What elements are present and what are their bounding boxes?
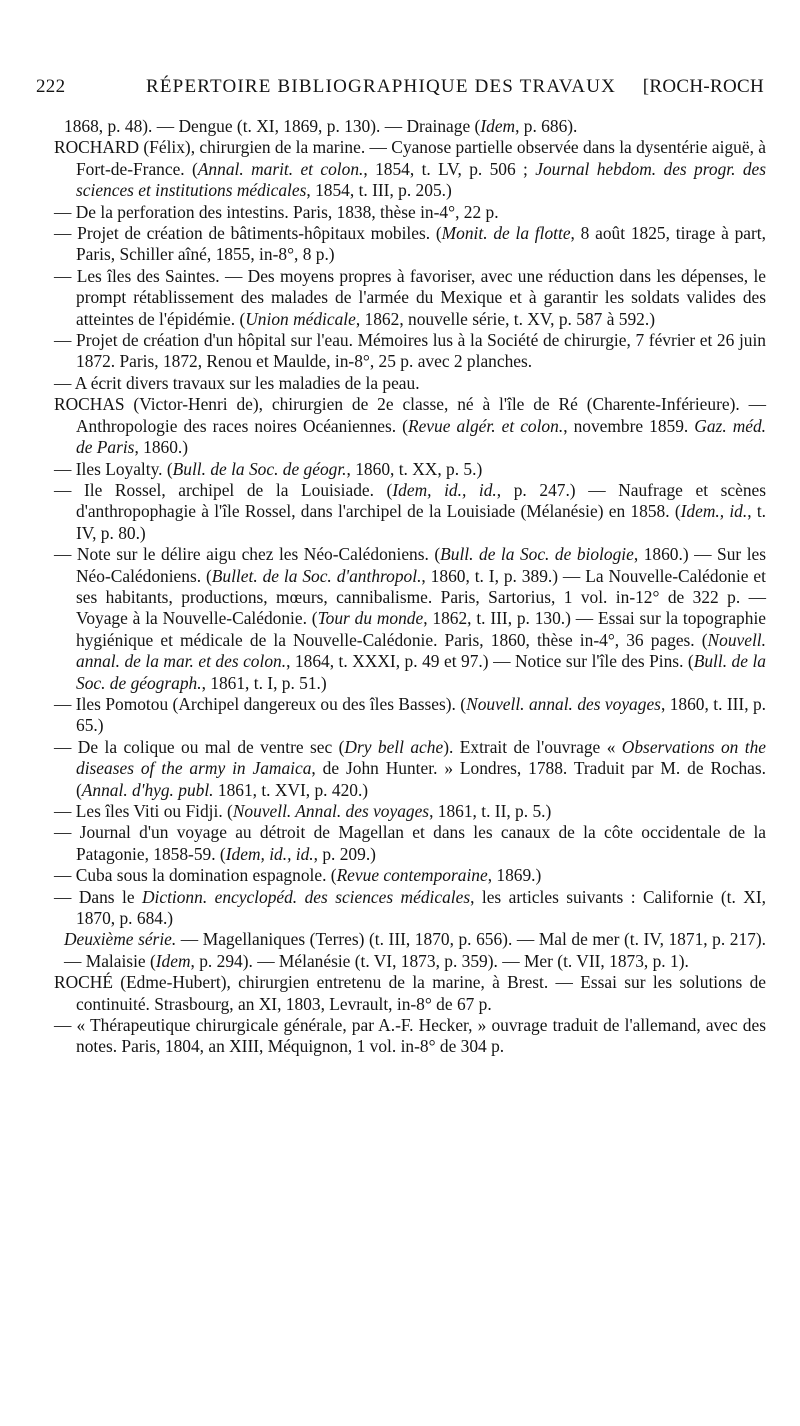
bibliography-entry [54,394,766,458]
entry-text: , 8 août 1825, tirage à part, Paris, Schiller aîné, 1855, in-8°, 8 p.) [76,223,766,265]
bibliography-entry [54,373,766,394]
entry-text: — De la perforation des intestins. Paris, 1838, thèse in-4°, 22 p. [54,201,499,222]
italic-citation: Deuxième série. [64,929,177,950]
entry-text: — Projet de création d'un hôpital sur l'eau. Mémoires lus à la Société de chirurgie, 7 février et 26 juin 1872. Paris, 1872, Renou et Maulde, in-8°, 25 p. avec 2 planches. [54,330,766,372]
entry-text: — Iles Loyalty. ( [54,458,173,479]
bibliography-entry [54,801,766,822]
bibliography-entry [54,266,766,330]
continuation-paragraph [54,929,766,972]
italic-citation: Bull. de la Soc. de géograph. [76,651,766,693]
entry-text: , 1860, t. III, p. 65.) [76,693,767,736]
bibliography-entry [54,972,766,1015]
entry-text: — Les îles des Saintes. — Des moyens propres à favoriser, avec une réduction dans les dépenses, le prompt rétablissement des malades de l'armée du Mexique et à garantir les soldats valides des atteintes de l'épidémie. ( [54,265,766,329]
bibliography-entry [54,480,766,544]
italic-citation: Idem, id., id. [225,843,314,864]
entry-text: , de John Hunter. » Londres, 1788. Traduit par M. de Rochas. ( [76,758,767,800]
entry-text: , 1862, nouvelle série, t. XV, p. 587 à 592.) [355,308,655,329]
entry-text: , 1854, t. III, p. 205.) [306,180,452,201]
entry-text: , 1861, t. II, p. 5.) [429,801,552,821]
bibliography-entry [54,223,766,266]
entry-text: ROCHÉ (Edme-Hubert), chirurgien entretenu de la marine, à Brest. — Essai sur les solutions de continuité. Strasbourg, an XI, 1803, Levrault, in-8° de 67 p. [54,972,766,1014]
italic-citation: Observations on the diseases of the army in Jamaica [76,736,766,779]
entry-text: ). Extrait de l'ouvrage « [443,736,622,757]
entries-body [54,116,766,1058]
bibliography-entry [54,330,766,373]
entry-text: , 1854, t. LV, p. 506 ; [363,158,536,179]
italic-citation: Annal. marit. et colon. [197,158,364,179]
entry-text: , novembre 1859. [563,415,695,436]
bibliography-entry [54,887,766,930]
bibliography-entry [54,202,766,223]
entry-text: — Les îles Viti ou Fidji. ( [54,801,233,821]
entry-text: , 1860.) — Sur les Néo-Calédoniens. ( [76,544,767,586]
italic-citation: Gaz. méd. de Paris [76,415,767,458]
entry-text: , 1861, t. I, p. 51.) [201,672,327,693]
entry-text: , 1860.) [134,437,189,458]
entry-text: — « Thérapeutique chirurgicale générale, par A.-F. Hecker, » ouvrage traduit de l'allemand, avec des notes. Paris, 1804, an XIII, Méquignon, 1 vol. in-8° de 304 p. [54,1015,766,1057]
bibliography-entry [54,137,766,201]
italic-citation: Dictionn. encyclopéd. des sciences médicales [141,886,471,907]
entry-text: — Cuba sous la domination espagnole. ( [54,865,337,886]
entry-text: — Magellaniques (Terres) (t. III, 1870, p. 656). — Mal de mer (t. IV, 1871, p. 217). — Malaisie ( [64,929,766,971]
italic-citation: Nouvell. annal. des voyages [466,693,661,714]
entry-text: ROCHAS (Victor-Henri de), chirurgien de 2e classe, né à l'île de Ré (Charente-Inférieure). — Anthropologie des races noires Océaniennes. ( [54,394,766,436]
entry-text: , p. 209.) [313,843,376,864]
entry-text: , 1869.) [487,865,542,886]
entry-text: , p. 686). [515,116,578,136]
entry-text: , les articles suivants : Californie (t. XI, 1870, p. 684.) [76,886,766,929]
entry-text: , p. 247.) — Naufrage et scènes d'anthropophagie à l'île Rossel, dans l'archipel de la Louisiade (Mélanésie) en 1858. ( [76,479,767,522]
entry-text: , p. 294). — Mélanésie (t. VI, 1873, p. 359). — Mer (t. VII, 1873, p. 1). [190,950,689,971]
entry-text: 1861, t. XVI, p. 420.) [213,779,369,800]
italic-citation: Revue contemporaine [336,865,488,886]
bibliography-entry [54,865,766,886]
italic-citation: Tour du monde [317,608,424,629]
entry-text: — Dans le [54,886,142,907]
entry-text: , 1860, t. I, p. 389.) — La Nouvelle-Calédonie et ses habitants, productions, mœurs, cannibalisme. Paris, Sartorius, 1 vol. in-12° de 322 p. — Voyage à la Nouvelle-Calédonie. ( [76,565,766,629]
italic-citation: Nouvell. Annal. des voyages [232,801,430,821]
entry-text: — Journal d'un voyage au détroit de Magellan et dans les canaux de la côte occidentale de la Patagonie, 1858-59. ( [54,822,766,864]
entry-text: — Note sur le délire aigu chez les Néo-Calédoniens. ( [54,544,441,565]
italic-citation: Annal. d'hyg. publ. [81,779,214,800]
entry-text: — Projet de création de bâtiments-hôpitaux mobiles. ( [54,223,442,244]
entry-text: , 1862, t. III, p. 130.) — Essai sur la topographie hygiénique et médicale de la Nouvelle-Calédonie. Paris, 1860, thèse in-4°, 36 pages. ( [76,608,766,650]
continuation-paragraph [54,116,766,137]
italic-citation: Idem., id. [680,501,748,522]
entry-text: — A écrit divers travaux sur les maladies de la peau. [54,372,420,393]
entry-text: 1868, p. 48). — Dengue (t. XI, 1869, p. 130). — Drainage ( [64,116,481,136]
italic-citation: Idem [155,950,191,971]
italic-citation: Nouvell. annal. de la mar. et des colon. [76,629,766,672]
entry-range: [ROCH-ROCH [642,76,764,97]
italic-citation: Union médicale [245,308,356,329]
bibliography-entry [54,737,766,801]
italic-citation: Idem [480,116,516,136]
entry-text: — Iles Pomotou (Archipel dangereux ou des îles Basses). ( [54,693,467,714]
italic-citation: Idem, id., id. [392,479,497,500]
bibliography-entry [54,544,766,694]
entry-text: , 1860, t. XX, p. 5.) [346,458,483,479]
italic-citation: Journal hebdom. des progr. des sciences et institutions médicales [76,158,767,201]
bibliography-entry [54,1015,766,1058]
entry-text: — Ile Rossel, archipel de la Louisiade. ( [54,479,393,500]
italic-citation: Monit. de la flotte [441,223,571,244]
italic-citation: Dry bell ache [344,736,444,757]
running-header [36,76,764,104]
italic-citation: Bull. de la Soc. de géogr. [172,458,347,479]
page-number: 222 [36,76,66,97]
entry-text: , t. IV, p. 80.) [76,501,766,543]
entry-text: — De la colique ou mal de ventre sec ( [54,736,345,757]
bibliography-entry [54,459,766,480]
italic-citation: Revue algér. et colon. [407,415,564,436]
italic-citation: Bullet. de la Soc. d'anthropol. [211,565,422,586]
bibliography-entry [54,822,766,865]
bibliography-entry [54,694,766,737]
entry-text: , 1864, t. XXXI, p. 49 et 97.) — Notice sur l'île des Pins. ( [286,651,694,672]
running-title: RÉPERTOIRE BIBLIOGRAPHIQUE DES TRAVAUX [146,76,617,97]
entry-text: ROCHARD (Félix), chirurgien de la marine. — Cyanose partielle observée dans la dysentérie aiguë, à Fort-de-France. ( [54,137,766,179]
italic-citation: Bull. de la Soc. de biologie [440,544,634,565]
